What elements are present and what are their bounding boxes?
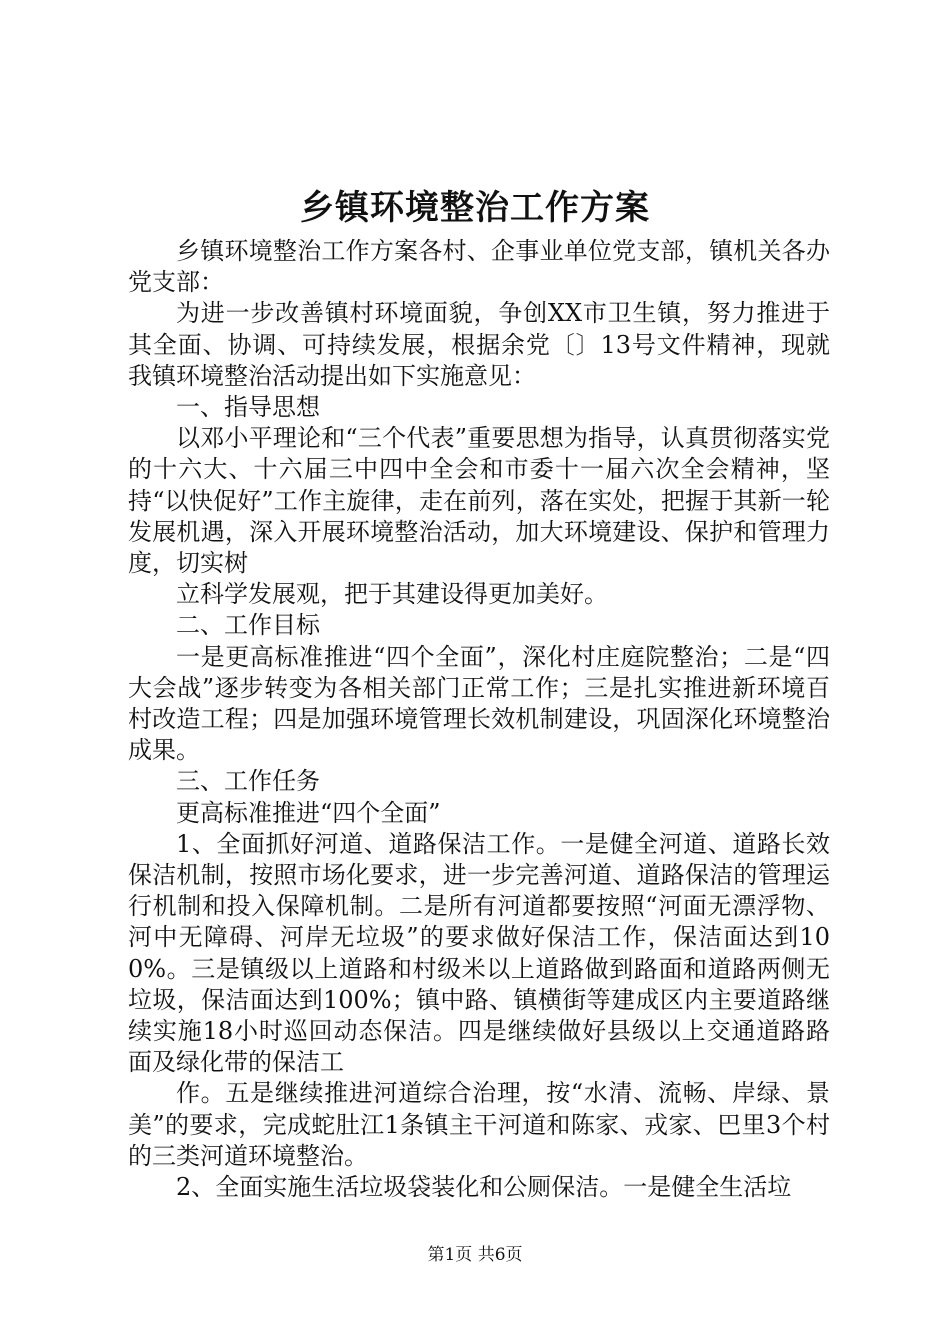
paragraph-task-2: 2、全面实施生活垃圾袋装化和公厕保洁。一是健全生活垃: [176, 1173, 792, 1202]
paragraph-goals: 一是更高标准推进“四个全面”，深化村庄庭院整治；二是“四大会战”逐步转变为各相关部门正常工作；三是扎实推进新环境百村改造工程；四是加强环境管理长效机制建设，巩固深化环境整治成果。: [128, 642, 830, 765]
document-title: 乡镇环境整治工作方案: [300, 188, 650, 228]
subheading-four-comprehensive: 更高标准推进“四个全面”: [176, 798, 441, 827]
paragraph-guiding-thought: 以邓小平理论和“三个代表”重要思想为指导，认真贯彻落实党的十六大、十六届三中四中全会和市委十一届六次全会精神，坚持“以快促好”工作主旋律，走在前列，落在实处，把握于其新一轮发展机遇，深入开展环境整治活动，加大环境建设、保护和管理力度，切实树: [128, 424, 830, 578]
paragraph-purpose: 为进一步改善镇村环境面貌，争创XX市卫生镇，努力推进于其全面、协调、可持续发展，根据余党〔〕13号文件精神，现就我镇环境整治活动提出如下实施意见：: [128, 299, 830, 390]
section-heading-tasks: 三、工作任务: [176, 767, 320, 796]
paragraph-task-1: 1、全面抓好河道、道路保洁工作。一是健全河道、道路长效保洁机制，按照市场化要求，进一步完善河道、道路保洁的管理运行机制和投入保障机制。二是所有河道都要按照“河面无漂浮物、河中无障碍、河岸无垃圾”的要求做好保洁工作，保洁面达到100%。三是镇级以上道路和村级米以上道路做到路面和道路两侧无垃圾，保洁面达到100%；镇中路、镇横街等建成区内主要道路继续实施18小时巡回动态保洁。四是继续做好县级以上交通道路路面及绿化带的保洁工: [128, 829, 830, 1077]
section-heading-goals: 二、工作目标: [176, 611, 320, 640]
section-heading-guiding-thought: 一、指导思想: [176, 393, 320, 422]
document-body: [128, 236, 830, 1203]
paragraph-intro: 乡镇环境整治工作方案各村、企事业单位党支部，镇机关各办党支部：: [128, 237, 830, 297]
page-footer: 第1页 共6页: [427, 1245, 523, 1265]
paragraph-guiding-thought-cont: 立科学发展观，把于其建设得更加美好。: [176, 580, 608, 609]
paragraph-task-1-cont: 作。五是继续推进河道综合治理，按“水清、流畅、岸绿、景美”的要求，完成蛇肚江1条镇主干河道和陈家、戎家、巴里3个村的三类河道环境整治。: [128, 1079, 830, 1170]
